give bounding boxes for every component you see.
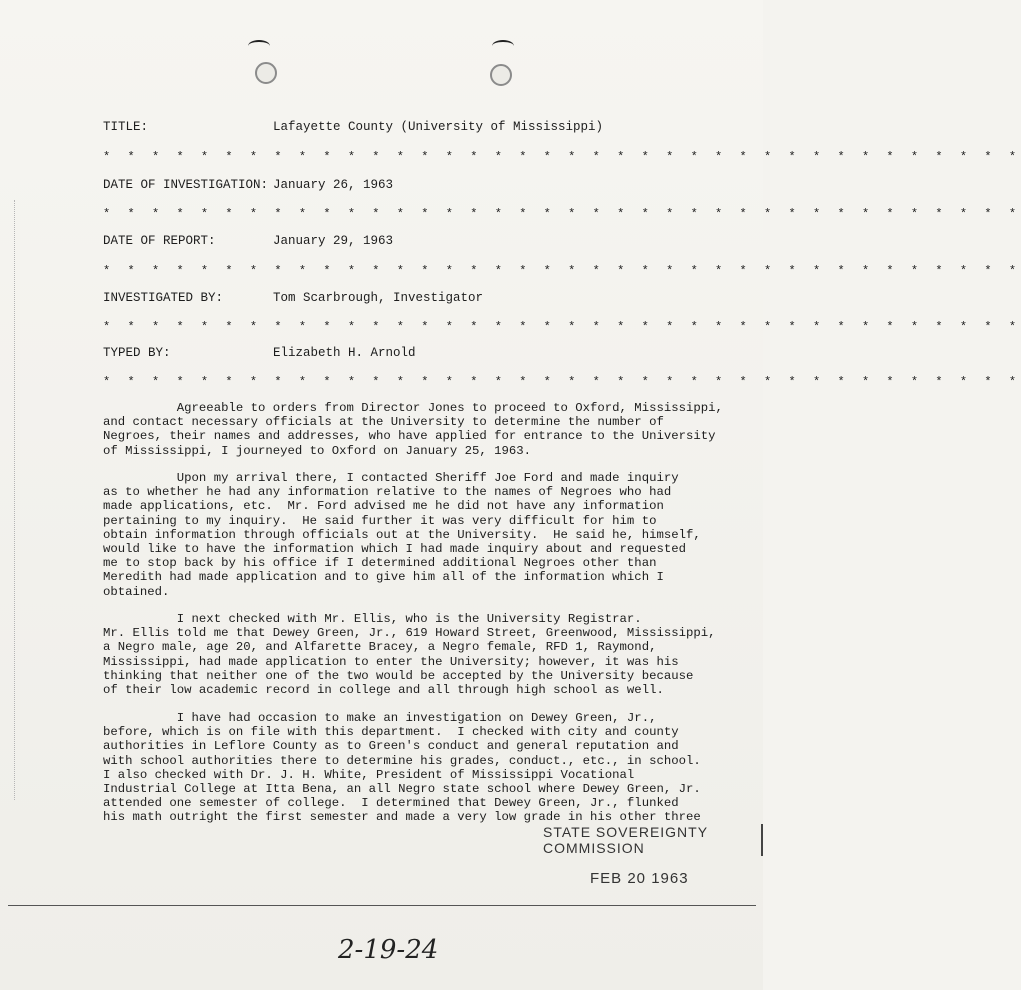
- date-of-report-label: DATE OF REPORT:: [103, 234, 216, 248]
- punch-hole-left: [255, 62, 277, 84]
- date-of-investigation-label: DATE OF INVESTIGATION:: [103, 178, 269, 192]
- paragraph-2: Upon my arrival there, I contacted Sheriff Joe Ford and made inquiry as to whether he had any information relative to the names of Negroes who had made applications, etc. Mr. Ford advised me he did not have any information pertaining to my inquiry. He said further it was very difficult for him to obtain information through officials out at the University. He said he, himself, would like to have the information which I had made inquiry about and requested me to stop back by his office if I determined additional Negroes other than Meredith had made application and to give him all of the information which I obtained.: [103, 471, 701, 599]
- punch-hole-arc-right: [492, 40, 514, 52]
- title-value: Lafayette County (University of Mississippi): [273, 120, 604, 134]
- handwritten-document-number: 2-19-24: [338, 935, 439, 965]
- separator-5: * * * * * * * * * * * * * * * * * * * * * * * * * * * * * * * * * * * * * *: [103, 375, 1021, 389]
- separator-3: * * * * * * * * * * * * * * * * * * * * * * * * * * * * * * * * * * * * * *: [103, 264, 1021, 278]
- separator-2: * * * * * * * * * * * * * * * * * * * * * * * * * * * * * * * * * * * * * *: [103, 207, 1021, 221]
- margin-mark: [14, 200, 16, 800]
- separator-1: * * * * * * * * * * * * * * * * * * * * * * * * * * * * * * * * * * * * * *: [103, 150, 1021, 164]
- typed-by-value: Elizabeth H. Arnold: [273, 346, 416, 360]
- paragraph-3: I next checked with Mr. Ellis, who is the University Registrar. Mr. Ellis told me that Dewey Green, Jr., 619 Howard Street, Greenwood, Mississippi, a Negro male, age 20, and Alfarette Bracey, a Negro female, RFD 1, Raymond, Mississippi, had made application to enter the University; however, it was his thinking that neither one of the two would be accepted by the University because of their low academic record in college and all through high school as well.: [103, 612, 716, 698]
- paragraph-4: I have had occasion to make an investigation on Dewey Green, Jr., before, which is on file with this department. I checked with city and county authorities in Leflore County as to Green's conduct and general reputation and with school authorities there to determine his grades, conduct., etc., in school. I also checked with Dr. J. H. White, President of Mississippi Vocational Industrial College at Itta Bena, an all Negro state school where Dewey Green, Jr. attended one semester of college. I determined that Dewey Green, Jr., flunked his math outright the first semester and made a very low grade in his other three: [103, 711, 701, 825]
- received-date-stamp: FEB 20 1963: [590, 870, 689, 887]
- bottom-rule: [8, 905, 756, 906]
- date-of-investigation-value: January 26, 1963: [273, 178, 394, 192]
- investigated-by-value: Tom Scarbrough, Investigator: [273, 291, 484, 305]
- typed-by-label: TYPED BY:: [103, 346, 171, 360]
- punch-hole-right: [490, 64, 512, 86]
- commission-stamp: STATE SOVEREIGNTY COMMISSION: [543, 824, 763, 856]
- title-label: TITLE:: [103, 120, 149, 134]
- punch-hole-arc-left: [248, 40, 270, 52]
- separator-4: * * * * * * * * * * * * * * * * * * * * * * * * * * * * * * * * * * * * * *: [103, 320, 1021, 334]
- investigated-by-label: INVESTIGATED BY:: [103, 291, 224, 305]
- paragraph-1: Agreeable to orders from Director Jones to proceed to Oxford, Mississippi, and contact necessary officials at the University to determine the number of Negroes, their names and addresses, who have applied for entrance to the University of Mississippi, I journeyed to Oxford on January 25, 1963.: [103, 401, 723, 458]
- date-of-report-value: January 29, 1963: [273, 234, 394, 248]
